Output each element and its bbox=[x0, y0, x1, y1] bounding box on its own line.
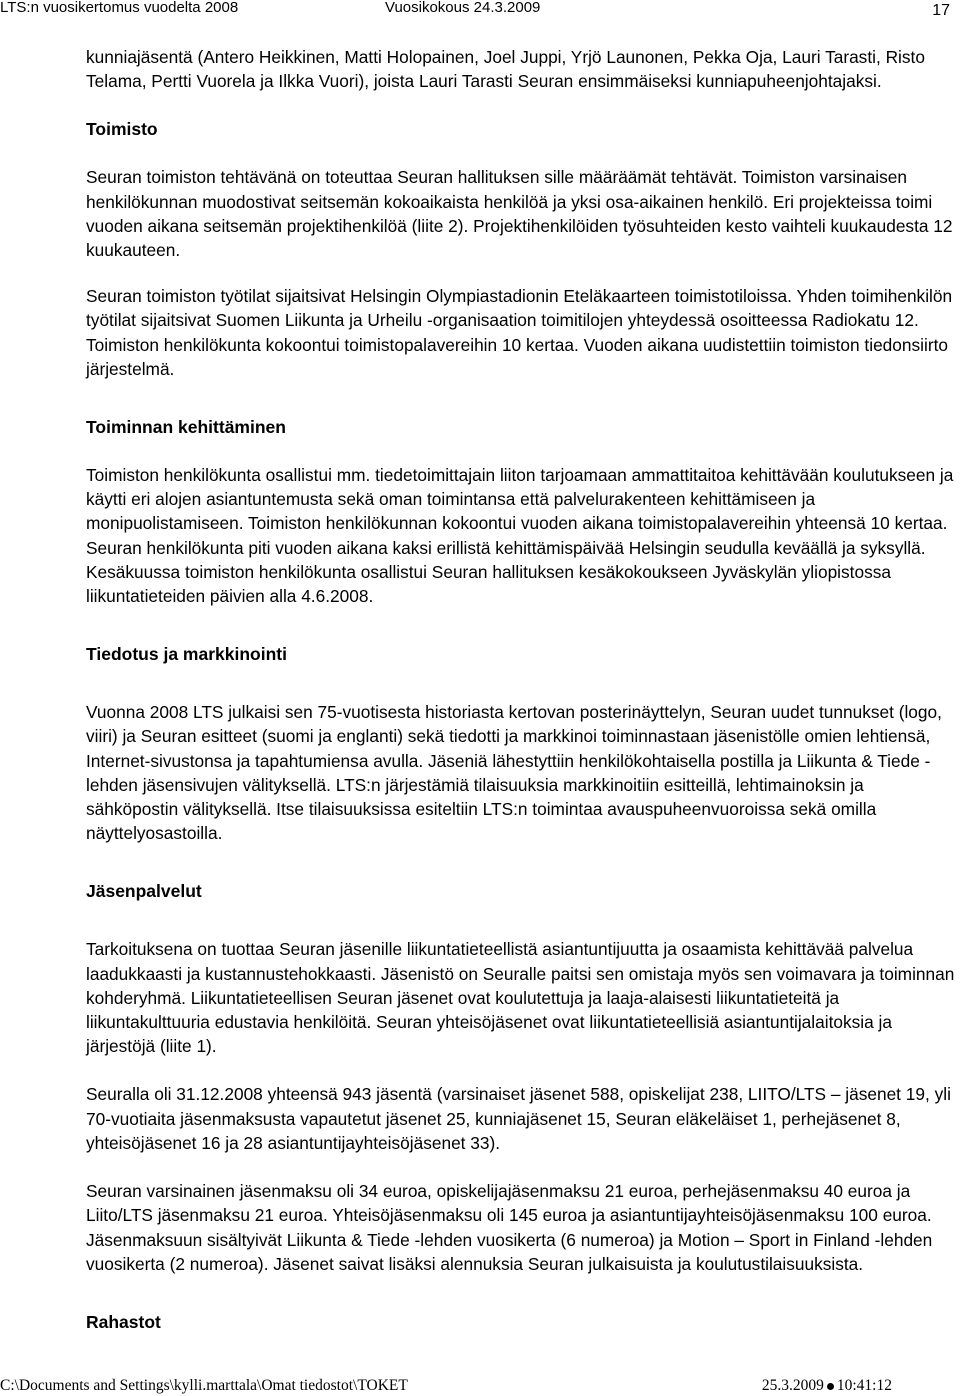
bullet-separator-icon bbox=[827, 1383, 834, 1390]
intro-paragraph: kunniajäsentä (Antero Heikkinen, Matti Holopainen, Joel Juppi, Yrjö Launonen, Pekka Oja, Lauri Tarasti, Risto Telama, Pertti Vuorela ja Ilkka Vuori), joista Lauri Tarasti Seuran ensimmäiseksi kunniapuheenjohtajaksi. bbox=[86, 47, 925, 92]
print-time: 10:41:12 bbox=[836, 1377, 892, 1394]
page-body bbox=[86, 45, 956, 1334]
page-header bbox=[0, 0, 960, 20]
jasenpalvelut-paragraph-2: Seuralla oli 31.12.2008 yhteensä 943 jäsentä (varsinaiset jäsenet 588, opiskelijat 238, LIITO/LTS – jäsenet 19, yli 70-vuotiaita jäsenmaksusta vapautetut jäsenet 25, kunniajäsenet 15, Seuran eläkeläiset 1, perhejäsenet 8, yhteisöjäsenet 16 ja 28 asiantuntijayhteisöjäsenet 33). bbox=[86, 1084, 951, 1153]
print-date: 25.3.2009 bbox=[761, 1377, 824, 1394]
document-title: LTS:n vuosikertomus vuodelta 2008 bbox=[0, 0, 239, 16]
print-timestamp bbox=[762, 1375, 892, 1396]
page-number: 17 bbox=[932, 2, 950, 19]
page-footer bbox=[0, 1375, 960, 1396]
toimisto-paragraph-1: Seuran toimiston tehtävänä on toteuttaa Seuran hallituksen sille määräämät tehtävät. Toimiston varsinaisen henkilökunnan muodostivat seitsemän kokoaikaista henkilöä ja yksi osa-aikainen henkilö. Eri projekteissa toimi vuoden aikana seitsemän projektihenkilöä (liite 2). Projektihenkilöiden työsuhteiden kesto vaihteli kuukaudesta 12 kuukauteen. bbox=[86, 167, 953, 261]
section-title-toiminnan-kehittaminen: Toiminnan kehittäminen bbox=[86, 417, 286, 438]
jasenpalvelut-paragraph-1: Tarkoituksena on tuottaa Seuran jäsenille liikuntatieteellistä asiantuntijuutta ja osaamista kehittävää palvelua laadukkaasti ja kustannustehokkaasti. Jäsenistö on Seuralle paitsi sen omistaja myös sen voimavara ja toiminnan kohderyhmä. Liikuntatieteellisen Seuran jäsenet ovat koulutettuja ja laaja-alaisesti liikuntatieteitä ja liikuntakulttuuria edustavia henkilöitä. Seuran yhteisöjäsenet ovat liikuntatieteellisiä asiantuntijalaitoksia ja järjestöjä (liite 1). bbox=[86, 939, 955, 1057]
file-path: C:\Documents and Settings\kylli.marttala\Omat tiedostot\TOKET bbox=[0, 1377, 408, 1394]
toimisto-paragraph-2: Seuran toimiston työtilat sijaitsivat Helsingin Olympiastadionin Eteläkaarteen toimistotiloissa. Yhden toimihenkilön työtilat sijaitsivat Suomen Liikunta ja Urheilu -organisaation toimitilojen yhteydessä osoitteessa Radiokatu 12. Toimiston henkilökunta kokoontui toimistopalavereihin 10 kertaa. Vuoden aikana uudistettiin toimiston tiedonsiirto järjestelmä. bbox=[86, 286, 953, 379]
jasenpalvelut-paragraph-3: Seuran varsinainen jäsenmaksu oli 34 euroa, opiskelijajäsenmaksu 21 euroa, perhejäsenmaksu 40 euroa ja Liito/LTS jäsenmaksu 21 euroa. Yhteisöjäsenmaksu oli 145 euroa ja asiantuntijayhteisöjäsenmaksu 100 euroa. Jäsenmaksuun sisältyivät Liikunta & Tiede -lehden vuosikerta (6 numeroa) ja Motion – Sport in Finland -lehden vuosikerta (2 numeroa). Jäsenet saivat lisäksi alennuksia Seuran julkaisuista ja koulutustilaisuuksista. bbox=[86, 1181, 933, 1274]
tiedotus-paragraph-1: Vuonna 2008 LTS julkaisi sen 75-vuotisesta historiasta kertovan posterinäyttelyn, Seuran uudet tunnukset (logo, viiri) ja Seuran esitteet (suomi ja englanti) sekä tiedotti ja markkinoi toiminnastaan jäsenistölle omien lehtiensä, Internet-sivustonsa ja tapahtumiensa avulla. Jäseniä lähestyttiin henkilökohtaisella postilla ja Liikunta & Tiede -lehden jäsensivujen välityksellä. LTS:n järjestämiä tilaisuuksia markkinoitiin esitteillä, lehtimainoksin ja sähköpostin välityksellä. Itse tilaisuuksissa esiteltiin LTS:n toimintaa avauspuheenvuoroissa sekä omilla näyttelyosastoilla. bbox=[86, 702, 942, 844]
section-title-jasenpalvelut: Jäsenpalvelut bbox=[86, 881, 202, 902]
kehittaminen-paragraph-1: Toimiston henkilökunta osallistui mm. tiedetoimittajain liiton tarjoamaan ammattitaitoa kehittävään koulutukseen ja käytti eri alojen asiantuntemusta sekä oman toimintansa että palvelurakenteen kehittämiseen ja monipuolistamiseen. Toimiston henkilökunnan kokoontui vuoden aikana toimistopalavereihin yhteensä 10 kertaa. Seuran henkilökunta piti vuoden aikana kaksi erillistä kehittämispäivää Helsingin seudulla keväällä ja syksyllä. Kesäkuussa toimiston henkilökunta osallistui Seuran hallituksen kesäkokoukseen Jyväskylän yliopistossa liikuntatieteiden päivien alla 4.6.2008. bbox=[86, 465, 954, 607]
section-title-toimisto: Toimisto bbox=[86, 119, 158, 140]
section-title-rahastot: Rahastot bbox=[86, 1311, 161, 1332]
meeting-label: Vuosikokous 24.3.2009 bbox=[385, 0, 541, 16]
section-title-tiedotus: Tiedotus ja markkinointi bbox=[86, 644, 287, 665]
